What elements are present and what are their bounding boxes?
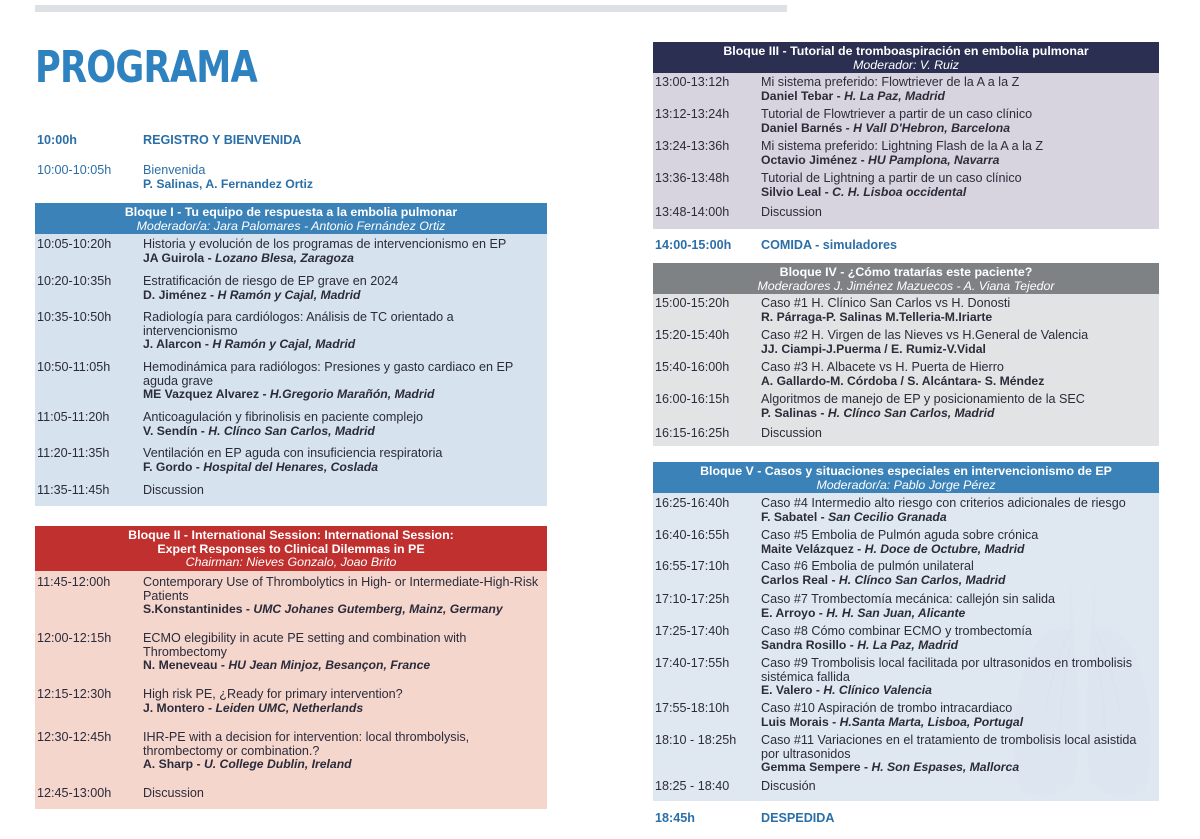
list-item xyxy=(35,311,547,352)
item-institution: HU Pamplona, Navarra xyxy=(868,152,1000,167)
item-title: Discussion xyxy=(143,483,204,497)
item-title: Ventilación en EP aguda con insuficiencia respiratoria xyxy=(143,446,443,460)
item-speaker: Daniel Barnés xyxy=(761,120,843,135)
list-item xyxy=(653,329,1159,356)
item-title: Discussion xyxy=(761,205,822,219)
item-title: Algoritmos de manejo de EP y posicionamiento de la SEC xyxy=(761,392,1085,406)
bloque-2 xyxy=(35,526,547,809)
bloque-3-name: Bloque III - Tutorial de tromboaspiración en embolia pulmonar xyxy=(723,44,1089,58)
page-title: PROGRAMA xyxy=(35,42,257,93)
item-institution: Lozano Blesa, Zaragoza xyxy=(215,250,354,265)
item-time: 17:40-17:55h xyxy=(655,656,730,670)
separator: - xyxy=(828,714,840,729)
item-institution: H. Clínico Valencia xyxy=(823,683,932,698)
item-time: 16:15-16:25h xyxy=(655,426,730,440)
bloque-4-header xyxy=(653,263,1159,294)
item-title: Hemodinámica para radiólogos: Presiones y gasto cardiaco en EP aguda grave xyxy=(143,360,514,388)
item-institution: H Ramón y Cajal, Madrid xyxy=(217,287,361,302)
item-institution: HU Jean Minjoz, Besançon, France xyxy=(228,658,431,673)
item-speaker: A. Sharp xyxy=(143,757,194,772)
top-decorative-bar xyxy=(35,5,787,12)
list-item xyxy=(35,688,547,715)
item-speaker: Gemma Sempere xyxy=(761,760,861,775)
list-item xyxy=(653,206,1159,220)
bloque-2-name-line2: Expert Responses to Clinical Dilemmas in PE xyxy=(157,541,425,556)
item-institution: San Cecilio Granada xyxy=(828,509,947,524)
bienvenida-title: Bienvenida xyxy=(143,163,206,177)
separator: - xyxy=(204,700,216,715)
separator: - xyxy=(206,287,218,302)
bloque-5-moderator: Moderador/a: Pablo Jorge Pérez xyxy=(816,477,996,492)
comida-section xyxy=(653,239,1159,253)
item-time: 17:25-17:40h xyxy=(655,624,730,638)
item-speaker: J. Alarcon xyxy=(143,337,202,352)
list-item xyxy=(35,731,547,772)
list-item xyxy=(35,484,547,498)
separator: - xyxy=(812,683,824,698)
item-time: 13:00-13:12h xyxy=(655,75,730,89)
item-speaker: J. Montero xyxy=(143,700,205,715)
bloque-5-body xyxy=(653,493,1159,801)
separator: - xyxy=(821,184,833,199)
item-institution: UMC Johanes Gutemberg, Mainz, Germany xyxy=(253,602,503,617)
item-time: 18:25 - 18:40 xyxy=(655,779,730,793)
item-institution: C. H. Lisboa occidental xyxy=(832,184,967,199)
list-item xyxy=(653,657,1159,698)
list-item xyxy=(653,361,1159,388)
separator: - xyxy=(833,88,845,103)
item-time: 16:40-16:55h xyxy=(655,528,730,542)
registro-time: 10:00h xyxy=(37,133,77,147)
item-time: 13:24-13:36h xyxy=(655,139,730,153)
bloque-5-header xyxy=(653,462,1159,493)
bloque-1 xyxy=(35,203,547,506)
item-title: Caso #9 Trombolisis local facilitada por ultrasonidos en trombolisis sistémica fallida xyxy=(761,656,1132,684)
item-time: 17:55-18:10h xyxy=(655,701,730,715)
item-institution: H. H. San Juan, Alicante xyxy=(826,605,966,620)
item-speaker: Maite Velázquez xyxy=(761,541,854,556)
item-title: Tutorial de Lightning a partir de un caso clínico xyxy=(761,171,1022,185)
item-time: 15:20-15:40h xyxy=(655,328,730,342)
item-time: 17:10-17:25h xyxy=(655,592,730,606)
item-title: Tutorial de Flowtriever a partir de un caso clínico xyxy=(761,107,1033,121)
item-time: 13:36-13:48h xyxy=(655,171,730,185)
separator: - xyxy=(217,658,229,673)
item-institution: Leiden UMC, Netherlands xyxy=(215,700,364,715)
item-speaker: P. Salinas xyxy=(761,405,818,420)
list-item xyxy=(653,76,1159,103)
list-item xyxy=(35,576,547,617)
item-institution: H Vall D'Hebron, Barcelona xyxy=(853,120,1011,135)
intro-section xyxy=(35,134,547,191)
despedida-title: DESPEDIDA xyxy=(761,811,835,825)
item-title: High risk PE, ¿Ready for primary intervention? xyxy=(143,687,403,701)
list-item xyxy=(35,275,547,302)
item-time: 15:00-15:20h xyxy=(655,296,730,310)
list-item xyxy=(653,780,1159,794)
comida-row xyxy=(653,239,1159,253)
item-title: Caso #10 Aspiración de trombo intracardiaco xyxy=(761,701,1013,715)
item-time: 12:00-12:15h xyxy=(37,631,112,645)
separator: - xyxy=(817,509,829,524)
item-title: ECMO elegibility in acute PE setting and combination with Thrombectomy xyxy=(143,631,467,659)
bloque-4-name: Bloque IV - ¿Cómo tratarías este paciente? xyxy=(779,265,1033,279)
item-institution: H. Clínco San Carlos, Madrid xyxy=(208,423,375,438)
comida-time: 14:00-15:00h xyxy=(655,238,732,252)
item-institution: H. Clínco San Carlos, Madrid xyxy=(827,405,995,420)
item-time: 16:25-16:40h xyxy=(655,496,730,510)
separator: - xyxy=(853,541,865,556)
item-time: 10:05-10:20h xyxy=(37,237,112,251)
item-institution: H Ramón y Cajal, Madrid xyxy=(212,337,356,352)
registro-row xyxy=(35,134,547,162)
item-title: Caso #11 Variaciones en el tratamiento de trombolisis local asistida por ultrasonidos xyxy=(761,733,1137,761)
separator: - xyxy=(197,423,209,438)
bloque-3-moderator: Moderador: V. Ruiz xyxy=(853,57,959,72)
list-item xyxy=(35,411,547,438)
item-speaker: N. Meneveau xyxy=(143,658,218,673)
item-title: Caso #5 Embolia de Pulmón aguda sobre crónica xyxy=(761,528,1039,542)
item-title: Caso #6 Embolia de pulmón unilateral xyxy=(761,559,974,573)
separator: - xyxy=(204,250,216,265)
item-speaker: Luis Morais xyxy=(761,714,829,729)
item-institution: Hospital del Henares, Coslada xyxy=(203,459,379,474)
item-time: 10:20-10:35h xyxy=(37,274,112,288)
bienvenida-speaker: P. Salinas, A. Fernandez Ortiz xyxy=(143,176,313,191)
separator: - xyxy=(259,387,270,402)
list-item xyxy=(653,593,1159,620)
list-item xyxy=(653,702,1159,729)
separator: - xyxy=(192,459,204,474)
list-item xyxy=(35,632,547,673)
comida-title: COMIDA - simuladores xyxy=(761,238,897,252)
bloque-4 xyxy=(653,263,1159,446)
item-speaker: F. Gordo xyxy=(143,459,193,474)
item-time: 13:48-14:00h xyxy=(655,205,730,219)
bloque-3 xyxy=(653,42,1159,229)
bloque-4-moderator: Moderadores J. Jiménez Mazuecos - A. Viana Tejedor xyxy=(757,278,1055,293)
item-time: 10:35-10:50h xyxy=(37,310,112,324)
item-speaker: V. Sendín xyxy=(143,423,198,438)
item-time: 12:30-12:45h xyxy=(37,730,112,744)
item-institution: H. Doce de Octubre, Madrid xyxy=(864,541,1025,556)
item-speaker: Octavio Jiménez xyxy=(761,152,858,167)
despedida-section xyxy=(653,812,1159,826)
bloque-1-name: Bloque I - Tu equipo de respuesta a la embolia pulmonar xyxy=(124,205,458,219)
item-speaker: JA Guirola xyxy=(143,250,205,265)
item-title: Discussion xyxy=(143,786,204,800)
list-item xyxy=(653,625,1159,652)
bloque-1-body xyxy=(35,234,547,506)
item-title: Caso #8 Cómo combinar ECMO y trombectomía xyxy=(761,624,1032,638)
item-title: Radiología para cardiólogos: Análisis de TC orientado a intervencionismo xyxy=(143,310,454,338)
item-speaker: F. Sabatel xyxy=(761,509,818,524)
bloque-2-body xyxy=(35,571,547,809)
list-item xyxy=(653,297,1159,324)
bloque-3-body xyxy=(653,73,1159,229)
item-speaker: ME Vazquez Alvarez xyxy=(143,387,260,402)
item-institution: H. La Paz, Madrid xyxy=(844,88,945,103)
item-speaker: E. Arroyo xyxy=(761,605,816,620)
list-item xyxy=(35,787,547,801)
separator: - xyxy=(815,605,827,620)
item-speaker: JJ. Ciampi-J.Puerma / E. Rumiz-V.Vidal xyxy=(761,341,986,356)
separator: - xyxy=(846,637,858,652)
item-speaker: Daniel Tebar xyxy=(761,88,834,103)
item-time: 12:15-12:30h xyxy=(37,687,112,701)
item-time: 18:10 - 18:25h xyxy=(655,733,737,747)
bloque-4-body xyxy=(653,294,1159,446)
bloque-2-name: Bloque II - International Session: International Session: xyxy=(128,528,454,542)
item-institution: H.Gregorio Marañón, Madrid xyxy=(269,387,435,402)
item-time: 11:20-11:35h xyxy=(37,446,110,460)
separator: - xyxy=(201,337,213,352)
separator: - xyxy=(842,120,854,135)
item-title: Historia y evolución de los programas de intervencionismo en EP xyxy=(143,237,507,251)
item-time: 15:40-16:00h xyxy=(655,360,730,374)
item-institution: H. Son Espases, Mallorca xyxy=(871,760,1020,775)
item-title: Caso #4 Intermedio alto riesgo con criterios adicionales de riesgo xyxy=(761,496,1126,510)
separator: - xyxy=(817,405,828,420)
item-title: Mi sistema preferido: Lightning Flash de la A a la Z xyxy=(761,139,1044,153)
list-item xyxy=(653,108,1159,135)
item-title: Contemporary Use of Thrombolytics in High- or Intermediate-High-Risk Patients xyxy=(143,575,539,603)
bloque-1-header xyxy=(35,203,547,234)
item-speaker: S.Konstantinides xyxy=(143,602,243,617)
despedida-time: 18:45h xyxy=(655,811,695,825)
item-title: Caso #3 H. Albacete vs H. Puerta de Hierro xyxy=(761,360,1004,374)
item-title: IHR-PE with a decision for intervention: local thrombolysis, thrombectomy or combination.? xyxy=(143,730,470,758)
list-item xyxy=(653,427,1159,441)
bloque-2-header xyxy=(35,526,547,571)
separator: - xyxy=(860,760,872,775)
list-item xyxy=(35,361,547,402)
item-institution: H.Santa Marta, Lisboa, Portugal xyxy=(839,714,1024,729)
bloque-5-name: Bloque V - Casos y situaciones especiales en intervencionismo de EP xyxy=(700,464,1112,478)
item-speaker: R. Párraga-P. Salinas M.Telleria-M.Iriarte xyxy=(761,309,993,324)
bloque-5 xyxy=(653,462,1159,801)
bloque-3-header xyxy=(653,42,1159,73)
item-time: 12:45-13:00h xyxy=(37,786,112,800)
list-item xyxy=(653,734,1159,775)
despedida-row xyxy=(653,812,1159,826)
list-item xyxy=(35,238,547,265)
item-time: 11:05-11:20h xyxy=(37,410,110,424)
item-time: 16:00-16:15h xyxy=(655,392,730,406)
item-speaker: D. Jiménez xyxy=(143,287,207,302)
item-institution: H. La Paz, Madrid xyxy=(857,637,959,652)
separator: - xyxy=(828,572,839,587)
item-time: 13:12-13:24h xyxy=(655,107,730,121)
bloque-2-moderator: Chairman: Nieves Gonzalo, Joao Brito xyxy=(185,555,397,570)
separator: - xyxy=(242,602,254,617)
item-title: Anticoagulación y fibrinolisis en paciente complejo xyxy=(143,410,424,424)
item-speaker: Carlos Real xyxy=(761,572,829,587)
item-speaker: Sandra Rosillo xyxy=(761,637,847,652)
list-item xyxy=(653,172,1159,199)
list-item xyxy=(653,140,1159,167)
item-time: 16:55-17:10h xyxy=(655,559,730,573)
item-speaker: Silvio Leal xyxy=(761,184,822,199)
item-time: 10:50-11:05h xyxy=(37,360,111,374)
separator: - xyxy=(193,757,204,772)
item-speaker: E. Valero xyxy=(761,683,813,698)
separator: - xyxy=(857,152,869,167)
list-item xyxy=(653,560,1159,587)
bienvenida-time: 10:00-10:05h xyxy=(37,163,112,177)
item-time: 11:45-12:00h xyxy=(37,575,111,589)
bloque-1-moderator: Moderador/a: Jara Palomares - Antonio Fernández Ortiz xyxy=(136,218,446,233)
item-title: Caso #7 Trombectomía mecánica: callejón sin salida xyxy=(761,592,1055,606)
item-title: Discusión xyxy=(761,779,816,793)
list-item xyxy=(35,447,547,474)
item-speaker: A. Gallardo-M. Córdoba / S. Alcántara- S. Méndez xyxy=(761,373,1045,388)
item-title: Discussion xyxy=(761,426,822,440)
item-title: Caso #2 H. Virgen de las Nieves vs H.General de Valencia xyxy=(761,328,1089,342)
list-item xyxy=(653,497,1159,524)
item-time: 11:35-11:45h xyxy=(37,483,110,497)
registro-title: REGISTRO Y BIENVENIDA xyxy=(143,133,302,147)
bienvenida-row xyxy=(35,164,547,191)
item-title: Mi sistema preferido: Flowtriever de la A a la Z xyxy=(761,75,1020,89)
item-title: Estratificación de riesgo de EP grave en 2024 xyxy=(143,274,399,288)
item-institution: H. Clínco San Carlos, Madrid xyxy=(838,572,1006,587)
list-item xyxy=(653,393,1159,420)
item-title: Caso #1 H. Clínico San Carlos vs H. Donosti xyxy=(761,296,1011,310)
item-institution: U. College Dublin, Ireland xyxy=(203,757,352,772)
list-item xyxy=(653,529,1159,556)
